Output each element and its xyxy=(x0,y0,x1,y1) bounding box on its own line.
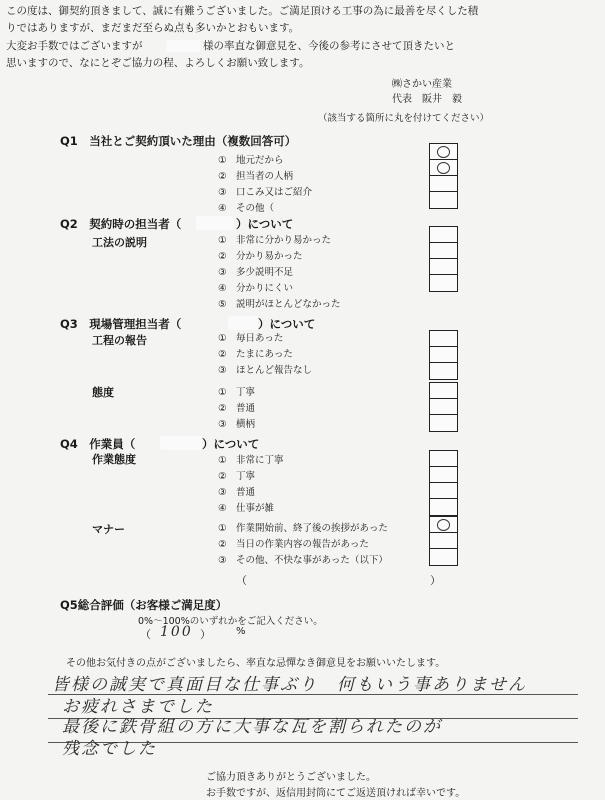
q3-option-1-1: ① 毎日あった xyxy=(218,333,284,344)
q3-option-2-2: ② 普通 xyxy=(218,403,256,414)
q4-option-1-2: ② 丁寧 xyxy=(218,471,256,482)
q2-option-3: ③ 多少説明不足 xyxy=(218,267,294,278)
q2-option-4: ④ 分かりにくい xyxy=(218,283,294,294)
q4-option-2-3: ③ その他、不快な事があった（以下） xyxy=(218,555,388,566)
q4-box-2-3[interactable] xyxy=(430,549,457,565)
q3-answer-boxes-1[interactable] xyxy=(429,330,458,380)
q4-title-end: ）について xyxy=(202,437,260,451)
q1-box-2[interactable] xyxy=(430,160,457,176)
company-name: ㈱さかい産業 xyxy=(392,79,452,90)
q1-option-3: ③ 口こみ又はご紹介 xyxy=(218,187,313,198)
circle-mark xyxy=(437,519,450,531)
q5-prompt: 0%～100%のいずれかをご記入ください。 xyxy=(138,616,323,627)
q3-subheading-2: 態度 xyxy=(92,386,114,399)
q5-percent-unit: % xyxy=(236,626,246,637)
q4-option-1-1: ① 非常に丁寧 xyxy=(218,455,284,466)
intro-line-3a: 大変お手数ではございますが xyxy=(6,40,143,52)
q1-box-1[interactable] xyxy=(430,144,457,160)
q3-box-2-2[interactable] xyxy=(430,399,457,415)
q4-box-2-2[interactable] xyxy=(430,533,457,549)
q2-box-3[interactable] xyxy=(430,259,457,275)
q4-box-2-1[interactable] xyxy=(430,517,457,533)
q3-title-end: ）について xyxy=(258,317,316,331)
q1-option-2: ② 担当者の人柄 xyxy=(218,171,294,182)
q2-option-5: ⑤ 説明がほとんどなかった xyxy=(218,299,341,310)
intro-line-3b: 様の率直な御意見を、今後の参考にさせて頂きたいと xyxy=(203,40,455,52)
q4-other-paren-close: ） xyxy=(430,574,441,587)
intro-line-2: りではありますが、まだまだ至らぬ点も多いかとおもいます。 xyxy=(6,22,300,34)
comment-line-4: 残念でした xyxy=(62,739,157,759)
q4-option-1-3: ③ 普通 xyxy=(218,487,256,498)
q1-option-1: ① 地元だから xyxy=(218,155,284,166)
representative: 代表 阪井 毅 xyxy=(392,94,462,105)
q3-box-1-1[interactable] xyxy=(430,331,457,347)
q5-paren-close: ） xyxy=(200,628,211,641)
q2-title-end: ）について xyxy=(236,217,294,231)
footer-return-note: お手数ですが、返信用封筒にてご返送頂ければ幸いです。 xyxy=(206,788,466,799)
q3-option-2-1: ① 丁寧 xyxy=(218,387,256,398)
q5-rating-value[interactable]: 100 xyxy=(160,624,193,640)
q3-subheading-1: 工程の報告 xyxy=(92,334,147,347)
q2-option-1: ① 非常に分かり易かった xyxy=(218,235,332,246)
q2-box-2[interactable] xyxy=(430,243,457,259)
q2-option-2: ② 分かり易かった xyxy=(218,251,303,262)
q1-box-4[interactable] xyxy=(430,192,457,208)
comment-line-3: 最後に鉄骨組の方に大事な瓦を割られたのが xyxy=(62,717,442,737)
redacted-name xyxy=(160,436,202,450)
q3-box-2-1[interactable] xyxy=(430,383,457,399)
q4-box-1-4[interactable] xyxy=(430,499,457,515)
q2-box-4[interactable] xyxy=(430,275,457,291)
comments-prompt: その他お気付きの点がございましたら、率直な忌憚なき御意見をお願いいたします。 xyxy=(66,658,446,669)
instruction-text: （該当する箇所に丸を付けてください） xyxy=(318,113,490,124)
q3-box-1-2[interactable] xyxy=(430,347,457,363)
q3-option-1-3: ③ ほとんど報告なし xyxy=(218,365,313,376)
q1-box-3[interactable] xyxy=(430,176,457,192)
footer-thanks: ご協力頂きありがとうございました。 xyxy=(206,772,376,783)
q4-box-1-2[interactable] xyxy=(430,467,457,483)
circle-mark xyxy=(437,146,450,158)
q4-option-2-1: ① 作業開始前、終了後の挨拶があった xyxy=(218,523,388,534)
q4-option-2-2: ② 当日の作業内容の報告があった xyxy=(218,539,369,550)
intro-line-1: この度は、御契約頂きまして、誠に有難うございました。ご満足頂ける工事の為に最善を尽くした積 xyxy=(6,5,479,17)
q4-title: Q4 作業員（ xyxy=(60,437,136,451)
q4-other-paren-open: （ xyxy=(236,574,247,587)
q3-box-1-3[interactable] xyxy=(430,363,457,379)
q4-subheading-2: マナー xyxy=(92,523,125,536)
comment-line-1: 皆様の誠実で真面目な仕事ぶり 何もいう事ありません xyxy=(52,675,527,695)
redacted-name xyxy=(196,216,234,230)
q4-answer-boxes-2[interactable] xyxy=(429,516,458,566)
circle-mark xyxy=(437,162,450,174)
intro-line-4: 思いますので、なにとぞご協力の程、よろしくお願い致します。 xyxy=(6,57,310,69)
q3-option-2-3: ③ 横柄 xyxy=(218,419,256,430)
q4-box-1-3[interactable] xyxy=(430,483,457,499)
q2-box-1[interactable] xyxy=(430,227,457,243)
q3-box-2-3[interactable] xyxy=(430,415,457,431)
q4-option-1-4: ④ 仕事が雑 xyxy=(218,503,275,514)
q3-title: Q3 現場管理担当者（ xyxy=(60,317,182,331)
q1-answer-boxes[interactable] xyxy=(429,143,458,209)
q2-answer-boxes[interactable] xyxy=(429,226,458,292)
redacted-name xyxy=(166,40,200,52)
q3-answer-boxes-2[interactable] xyxy=(429,382,458,432)
q1-title: Q1 当社とご契約頂いた理由（複数回答可） xyxy=(60,134,297,148)
redacted-name xyxy=(228,316,258,330)
q4-box-1-1[interactable] xyxy=(430,451,457,467)
q5-paren-open: （ xyxy=(140,628,151,641)
comment-line-2: お疲れさまでした xyxy=(62,697,214,717)
q2-subheading: 工法の説明 xyxy=(92,236,147,249)
q1-option-4: ④ その他（ xyxy=(218,203,275,214)
q2-title: Q2 契約時の担当者（ xyxy=(60,217,182,231)
q3-option-1-2: ② たまにあった xyxy=(218,349,293,360)
q4-subheading-1: 作業態度 xyxy=(92,453,136,466)
q4-answer-boxes-1[interactable] xyxy=(429,450,458,516)
q5-title: Q5総合評価（お客様ご満足度） xyxy=(60,598,228,612)
